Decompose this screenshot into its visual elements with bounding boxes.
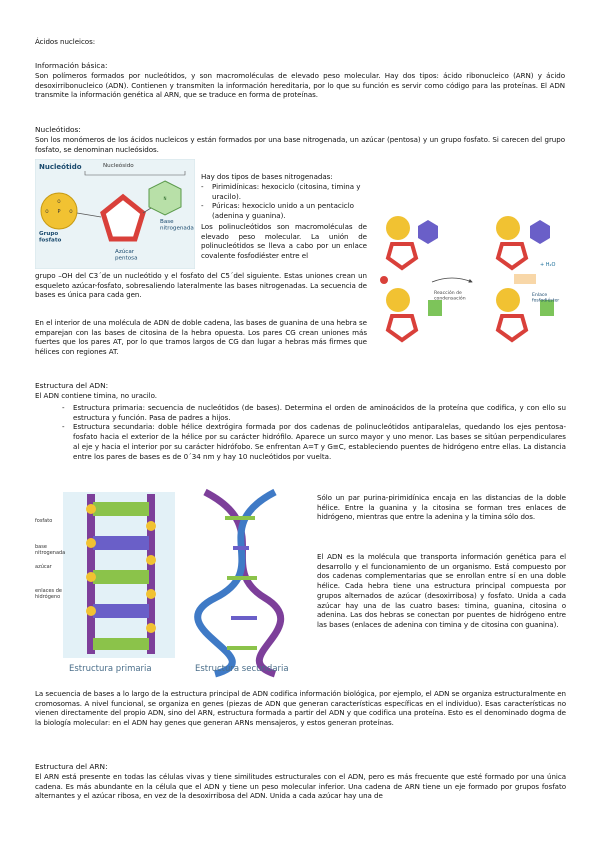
polynucleotides-paragraph: Los polinucleótidos son macromoléculas de elevado peso molecular. La unión de polinucleótidos se lleva a cabo por un enlace covalente fosfodiéster entre el: [201, 222, 367, 261]
azucar-pentosa-label: Azúcar pentosa: [115, 249, 138, 262]
rna-paragraph: El ARN está presente en todas las células vivas y tiene similitudes estructurales con el ADN, pero es más frecuente que esté formado por una única cadena. Es más abundante en la célula que el ADN y tiene un peso molecular inferior. Una cadena de ARN tiene un eje formado por grupos fosfato alternantes y el azúcar ribosa, en vez de la desoxirribosa del ADN. Unida a cada azúcar hay una de: [35, 772, 566, 801]
dna-primary-item: - Estructura primaria: secuencia de nucleótidos (de bases). Determina el orden de aminoácidos de la proteína que codifica, y con ello su estructura y función. Pasa de padres a hijos.: [62, 403, 566, 422]
nucleosido-label: Nucleósido: [103, 163, 134, 169]
estructura-secundaria-label: Estructura secundaria: [195, 664, 289, 674]
svg-text:O: O: [57, 199, 61, 204]
purine-paragraph: Sólo un par purina-pirimidínica encaja en las distancias de la doble hélice. Entre la guanina y la citosina se forman tres enlaces de hidrógeno, mientras que entre la adenina y la timina sólo dos.: [317, 493, 566, 522]
dna-secondary-item: - Estructura secundaria: doble hélice dextrógira formada por dos cadenas de polinucleótidos antiparalelas, quedando los ejes pentosa-fosfato hacia el exterior de la hélice por su carácter hidrófilo. Aparece un surco mayor y uno menor. Las bases se sitúan perpendiculares al eje y hacia el interior por su carácter hidrófobo. Se enfrentan A=T y G≡C, estableciendo puentes de hidrógeno entre ellas. La distancia entre los pares de bases es de 0´34 nm y hay 10 nucleótidos por vuelta.: [62, 422, 566, 461]
document-title: Ácidos nucleicos:: [35, 37, 96, 46]
svg-text:O: O: [45, 209, 49, 214]
enlaces-label: enlaces de hidrógeno: [35, 588, 62, 600]
h2o-label: + H₂O: [540, 262, 556, 268]
dna-structure-heading: Estructura del ADN:: [35, 381, 109, 390]
bases-list: [201, 182, 366, 221]
condensation-diagram: [372, 214, 566, 366]
svg-text:P: P: [57, 209, 61, 215]
azucar-label: azúcar: [35, 564, 52, 570]
polynucleotides-paragraph-cont: grupo –OH del C3´de un nucleótido y el fosfato del C5´del siguiente. Estas uniones crean un esqueleto azúcar-fosfato, sobresaliendo lateralmente las bases nitrogenadas. La secuencia de bases es única para cada gen.: [35, 271, 367, 300]
dna-molecule-paragraph: El ADN es la molécula que transporta información genética para el desarrollo y el funcionamiento de un organismo. Está compuesto por dos cadenas complementarias que se enrollan entre sí en una doble hélice. Cada hebra tiene una estructura principal compuesta por grupos alternados de azúcar (desoxirribosa) y fosfato. Unida a cada azúcar hay una de las cuatro bases: timina, guanina, citosina o adenina. Las dos hebras se conectan por puentes de hidrógeno entre las bases (enlaces de adenina con timina y de citosina con guanina).: [317, 552, 566, 629]
enlace-label: Enlace fosfodiéster: [532, 293, 560, 304]
dna-structure-diagram: [35, 488, 305, 678]
gc-paragraph: En el interior de una molécula de ADN de doble cadena, las bases de guanina de una hebra se emparejan con las bases de citosina de la hebra opuesta. Los pares CG crean uniones más fuertes que los pares AT, por lo que tramos largos de CG dan lugar a hebras más firmes que hélices con regiones AT.: [35, 318, 367, 357]
sequence-paragraph: La secuencia de bases a lo largo de la estructura principal de ADN codifica información biológica, por ejemplo, el ADN se organiza estructuralmente en cromosomas. A nivel funcional, se organiza en genes (piezas de ADN que generan características específicas en el individuo). Esas características no vienen directamente del propio ADN, sino del ARN, estructura formada a partir del ADN y que codifica una proteína. Esto es el denominado dogma de la biología molecular: en el ADN hay genes que generan ARNs mensajeros, y estos generan proteínas.: [35, 689, 566, 728]
bases-intro: Hay dos tipos de bases nitrogenadas:: [201, 172, 333, 181]
basic-info-paragraph: Son polímeros formados por nucleótidos, y son macromoléculas de elevado peso molecular. Hay dos tipos: ácido ribonucleico (ARN) y ácido desoxirribonucleico (ADN). Contienen y transmiten la información hereditaria, por lo que su función es servir como código para las proteínas. El ADN transmite la información genética al ARN, que se traduce en forma de proteínas.: [35, 71, 565, 100]
bases-item-purine: - Púricas: hexociclo unido a un pentaciclo (adenina y guanina).: [201, 201, 366, 220]
basic-info-heading: Información básica:: [35, 61, 108, 70]
grupo-fosfato-label: Grupo fosfato: [39, 231, 62, 244]
nucleotide-diagram: [35, 159, 195, 269]
dna-thymine-line: El ADN contiene timina, no uracilo.: [35, 391, 157, 400]
rna-structure-heading: Estructura del ARN:: [35, 762, 108, 771]
bases-item-pyrimidine: - Pirimidínicas: hexociclo (citosina, timina y uracilo).: [201, 182, 366, 201]
base-label: base nitrogenada: [35, 544, 66, 556]
reaccion-label: Reacción de condensación: [434, 291, 466, 302]
svg-text:O: O: [69, 209, 73, 214]
dna-structure-list: [62, 403, 566, 461]
nucleotido-label: Nucleótido: [39, 163, 82, 171]
fosfato-label: fosfato: [35, 518, 53, 524]
nucleotides-heading: Nucleótidos:: [35, 125, 81, 134]
svg-text:N: N: [163, 196, 167, 201]
estructura-primaria-label: Estructura primaria: [69, 664, 152, 674]
base-nitrogenada-label: Base nitrogenada: [160, 219, 194, 232]
nucleotides-paragraph: Son los monómeros de los ácidos nucleicos y están formados por una base nitrogenada, un azúcar (pentosa) y un grupo fosfato. Si carecen del grupo fosfato, se denominan nucleósidos.: [35, 135, 565, 154]
